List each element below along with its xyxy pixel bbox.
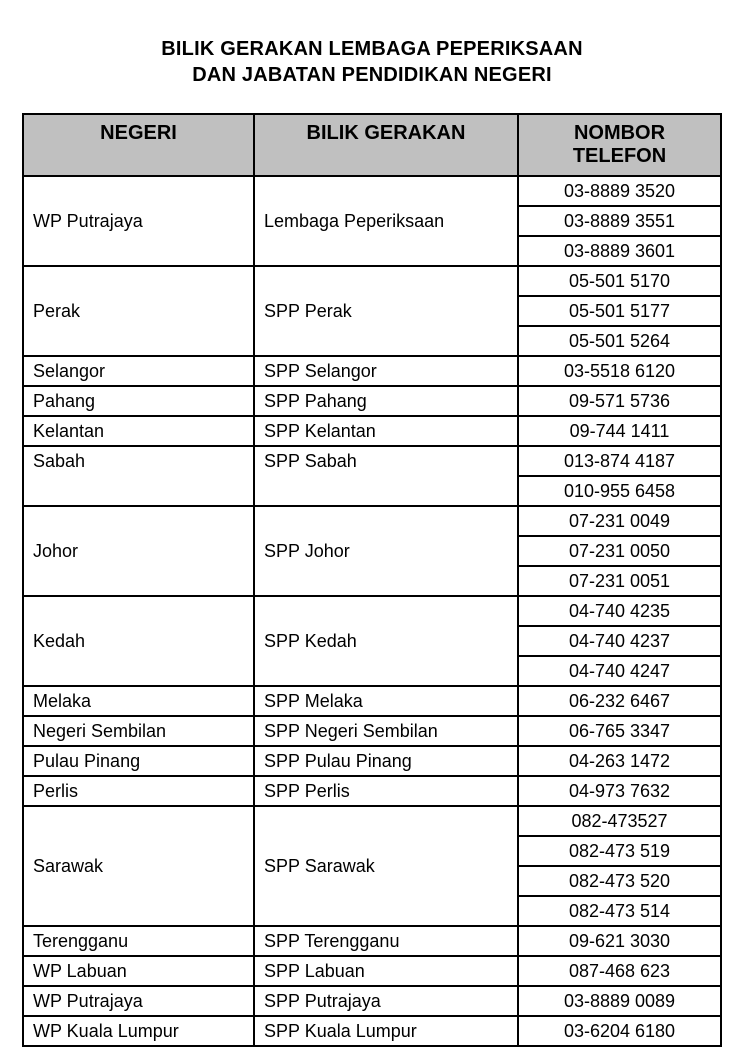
- bilik-gerakan-cell: SPP Labuan: [254, 956, 518, 986]
- table-row: [23, 716, 721, 746]
- telefon-cell: 09-621 3030: [518, 926, 721, 956]
- bilik-gerakan-cell: SPP Kedah: [254, 596, 518, 686]
- negeri-cell: Pahang: [23, 386, 254, 416]
- telefon-cell: 09-744 1411: [518, 416, 721, 446]
- negeri-cell: Pulau Pinang: [23, 746, 254, 776]
- bilik-gerakan-cell: SPP Kuala Lumpur: [254, 1016, 518, 1046]
- negeri-cell: Melaka: [23, 686, 254, 716]
- bilik-gerakan-cell: SPP Perlis: [254, 776, 518, 806]
- bilik-gerakan-cell: Lembaga Peperiksaan: [254, 176, 518, 266]
- negeri-cell: Kelantan: [23, 416, 254, 446]
- telefon-cell: 04-973 7632: [518, 776, 721, 806]
- telefon-cell: 03-6204 6180: [518, 1016, 721, 1046]
- bilik-gerakan-cell: SPP Pulau Pinang: [254, 746, 518, 776]
- negeri-cell: WP Putrajaya: [23, 176, 254, 266]
- telefon-cell: 09-571 5736: [518, 386, 721, 416]
- column-header-negeri: NEGERI: [23, 114, 254, 176]
- telefon-cell: 013-874 4187: [518, 446, 721, 476]
- table-row: [23, 596, 721, 626]
- negeri-cell: Perlis: [23, 776, 254, 806]
- telefon-cell: 03-8889 3520: [518, 176, 721, 206]
- negeri-cell: WP Putrajaya: [23, 986, 254, 1016]
- bilik-gerakan-cell: SPP Sabah: [254, 446, 518, 506]
- telefon-cell: 06-765 3347: [518, 716, 721, 746]
- bilik-gerakan-cell: SPP Johor: [254, 506, 518, 596]
- column-header-nombor-telefon-label: NOMBOR TELEFON: [572, 122, 667, 167]
- negeri-cell: Sabah: [23, 446, 254, 506]
- bilik-gerakan-cell: SPP Putrajaya: [254, 986, 518, 1016]
- telefon-cell: 03-8889 3601: [518, 236, 721, 266]
- page-title: [0, 0, 744, 88]
- negeri-cell: Kedah: [23, 596, 254, 686]
- negeri-cell: WP Kuala Lumpur: [23, 1016, 254, 1046]
- negeri-cell: Terengganu: [23, 926, 254, 956]
- table-row: [23, 1016, 721, 1046]
- negeri-cell: Selangor: [23, 356, 254, 386]
- telefon-cell: 05-501 5177: [518, 296, 721, 326]
- table-row: [23, 446, 721, 476]
- telefon-cell: 03-8889 3551: [518, 206, 721, 236]
- bilik-gerakan-cell: SPP Negeri Sembilan: [254, 716, 518, 746]
- telefon-cell: 010-955 6458: [518, 476, 721, 506]
- table-row: [23, 926, 721, 956]
- negeri-cell: Johor: [23, 506, 254, 596]
- telefon-cell: 03-8889 0089: [518, 986, 721, 1016]
- table-body: [23, 176, 721, 1046]
- telefon-cell: 087-468 623: [518, 956, 721, 986]
- table-row: [23, 416, 721, 446]
- telefon-cell: 082-473527: [518, 806, 721, 836]
- telefon-cell: 04-263 1472: [518, 746, 721, 776]
- table-row: [23, 506, 721, 536]
- bilik-gerakan-cell: SPP Perak: [254, 266, 518, 356]
- negeri-cell: Negeri Sembilan: [23, 716, 254, 746]
- telefon-cell: 07-231 0050: [518, 536, 721, 566]
- telefon-cell: 05-501 5264: [518, 326, 721, 356]
- table-row: [23, 386, 721, 416]
- bilik-gerakan-cell: SPP Melaka: [254, 686, 518, 716]
- bilik-gerakan-cell: SPP Pahang: [254, 386, 518, 416]
- bilik-gerakan-cell: SPP Kelantan: [254, 416, 518, 446]
- telefon-cell: 04-740 4247: [518, 656, 721, 686]
- telefon-cell: 04-740 4235: [518, 596, 721, 626]
- table-row: [23, 686, 721, 716]
- bilik-gerakan-cell: SPP Sarawak: [254, 806, 518, 926]
- telefon-cell: 082-473 520: [518, 866, 721, 896]
- telefon-cell: 07-231 0051: [518, 566, 721, 596]
- column-header-nombor-telefon: [518, 114, 721, 176]
- column-header-bilik-gerakan: BILIK GERAKAN: [254, 114, 518, 176]
- negeri-cell: WP Labuan: [23, 956, 254, 986]
- telefon-cell: 082-473 514: [518, 896, 721, 926]
- telefon-cell: 07-231 0049: [518, 506, 721, 536]
- table-row: [23, 176, 721, 206]
- table-row: [23, 806, 721, 836]
- telefon-cell: 05-501 5170: [518, 266, 721, 296]
- telefon-cell: 04-740 4237: [518, 626, 721, 656]
- page-title-line1: BILIK GERAKAN LEMBAGA PEPERIKSAAN: [161, 38, 583, 60]
- telefon-cell: 03-5518 6120: [518, 356, 721, 386]
- page-title-line2: DAN JABATAN PENDIDIKAN NEGERI: [192, 64, 552, 86]
- phone-directory-table: [22, 113, 722, 1047]
- table-row: [23, 266, 721, 296]
- negeri-cell: Sarawak: [23, 806, 254, 926]
- table-row: [23, 746, 721, 776]
- table-row: [23, 956, 721, 986]
- table-row: [23, 776, 721, 806]
- bilik-gerakan-cell: SPP Terengganu: [254, 926, 518, 956]
- table-row: [23, 986, 721, 1016]
- telefon-cell: 082-473 519: [518, 836, 721, 866]
- table-row: [23, 356, 721, 386]
- bilik-gerakan-cell: SPP Selangor: [254, 356, 518, 386]
- telefon-cell: 06-232 6467: [518, 686, 721, 716]
- table-header-row: [23, 114, 721, 176]
- negeri-cell: Perak: [23, 266, 254, 356]
